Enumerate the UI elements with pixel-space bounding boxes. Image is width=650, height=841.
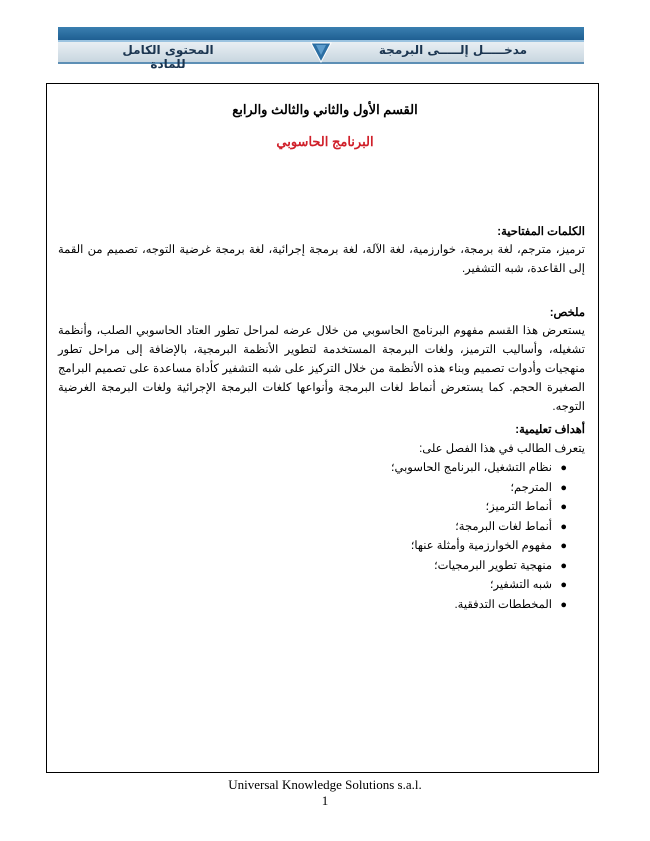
- objectives-intro: يتعرف الطالب في هذا الفصل على:: [419, 443, 585, 455]
- bullet-icon: ●: [560, 481, 567, 494]
- course-title-label: مدخـــــل إلـــــى البرمجة: [378, 43, 528, 57]
- list-item: [58, 576, 585, 596]
- list-item: [58, 596, 585, 616]
- list-item: [58, 537, 585, 557]
- list-item: [58, 557, 585, 577]
- objective-text: نظام التشغيل، البرنامج الحاسوبي؛: [390, 462, 552, 474]
- objective-text: مفهوم الخوارزمية وأمثلة عنها؛: [410, 540, 552, 552]
- bullet-icon: ●: [560, 501, 567, 513]
- summary-heading: ملخص:: [549, 307, 585, 319]
- objective-text: شبه التشفير؛: [489, 579, 552, 591]
- objective-text: أنماط لغات البرمجة؛: [455, 520, 552, 533]
- bullet-icon: ●: [560, 579, 567, 591]
- list-item: [58, 518, 585, 538]
- list-item: [58, 498, 585, 518]
- list-item: [58, 459, 585, 479]
- objective-text: المترجم؛: [510, 481, 552, 494]
- objectives-list: [58, 459, 585, 615]
- section-title: القسم الأول والثاني والثالث والرابع: [232, 102, 418, 117]
- course-content-label: المحتوى الكامل للمادة: [122, 43, 214, 71]
- page-footer: [0, 777, 650, 809]
- header-banner: [58, 27, 584, 71]
- list-item: [58, 479, 585, 499]
- bullet-icon: ●: [560, 598, 567, 611]
- footer-company: Universal Knowledge Solutions s.a.l.: [228, 777, 422, 792]
- keywords-heading: الكلمات المفتاحية:: [497, 226, 585, 238]
- bullet-icon: ●: [560, 559, 567, 572]
- bullet-icon: ●: [560, 520, 567, 533]
- down-triangle-icon: [310, 41, 332, 63]
- summary-text: يستعرض هذا القسم مفهوم البرنامج الحاسوبي من خلال عرضه لمراحل تطور العتاد الحاسوبي الصلب، وأنظمة تشغيله، وأساليب الترميز، ولغات البرمجة المستخدمة لتطوير الأنظمة البرمجية، بالإضافة إلى مراحل تطور منهجيات وأدوات تصميم وبناء هذه الأنظمة من خلال التركيز على شبه التشفير كأداة مساعدة على تصميم البرامج الصغيرة الحجم. كما يستعرض أنماط لغات البرمجة وأنواعها كلغات البرمجة الإجرائية ولغات البرمجة الغرضية التوجه.: [58, 325, 585, 413]
- chapter-subtitle: البرنامج الحاسوبي: [276, 134, 374, 149]
- objective-text: أنماط الترميز؛: [485, 501, 552, 513]
- banner-top-strip: [58, 27, 584, 42]
- bullet-icon: ●: [560, 462, 567, 474]
- bullet-icon: ●: [560, 540, 567, 552]
- page-number: 1: [321, 793, 329, 808]
- objective-text: منهجية تطوير البرمجيات؛: [433, 559, 552, 572]
- keywords-text: ترميز، مترجم، لغة برمجة، خوارزمية، لغة الآلة، لغة برمجة إجرائية، لغة برمجة غرضية التوجه، تصميم من القمة إلى القاعدة، شبه التشفير.: [58, 244, 585, 275]
- objectives-heading: أهداف تعليمية:: [515, 424, 585, 436]
- objective-text: المخططات التدفقية.: [454, 598, 552, 611]
